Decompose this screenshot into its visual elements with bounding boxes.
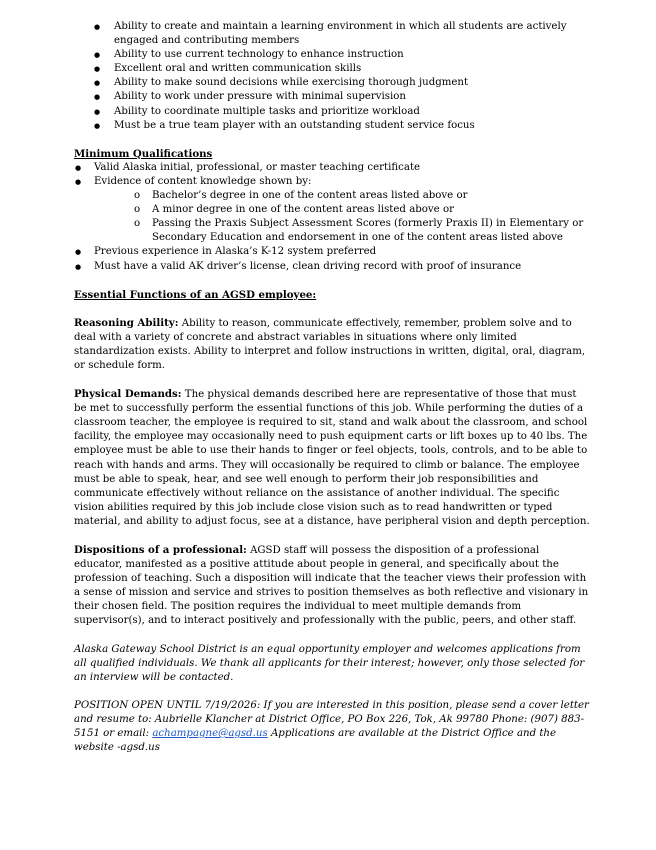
- list-item: ● Ability to use current technology to enhance instruction: [74, 48, 590, 62]
- sub-list-item: o Bachelor’s degree in one of the content areas listed above or: [94, 189, 590, 203]
- physical-demands-paragraph: [74, 387, 590, 529]
- list-item: ● Ability to make sound decisions while exercising thorough judgment: [74, 76, 590, 90]
- list-item: ● Ability to create and maintain a learning environment in which all students are actively engaged and contributing members: [74, 20, 590, 48]
- min-qualifications-heading: Minimum Qualifications: [74, 147, 213, 160]
- list-item: [74, 175, 590, 245]
- equal-opportunity-statement: Alaska Gateway School District is an equal opportunity employer and welcomes applications from all qualified individuals. We thank all applicants for their interest; however, only those selected for an interview will be contacted.: [74, 643, 585, 683]
- min-qualifications-list: [74, 161, 590, 274]
- dispositions-label: Dispositions of a professional:: [74, 544, 247, 556]
- document-page: [74, 20, 590, 755]
- physical-demands-text: The physical demands described here are representative of those that must be met to successfully perform the essential functions of this job. While performing the duties of a classroom teacher, the employee is required to sit, stand and walk about the classroom, and school facility, the employee may occasionally need to push equipment carts or lift boxes up to 40 lbs. The employee must be able to use their hands to finger or feel objects, tools, controls, and to be able to reach with hands and arms. They will occasionally be required to climb or balance. The employee must be able to speak, hear, and see well enough to perform their job responsibilities and communicate effectively without reliance on the assistance of another individual. The specific vision abilities required by this job include close vision such as to read handwritten or typed material, and ability to adjust focus, see at a distance, have peripheral vision and depth perception.: [74, 389, 590, 527]
- content-knowledge-sublist: [94, 189, 590, 245]
- essential-functions-heading: Essential Functions of an AGSD employee:: [74, 288, 317, 301]
- reasoning-paragraph: [74, 316, 590, 373]
- dispositions-paragraph: [74, 543, 590, 629]
- reasoning-text: Ability to reason, communicate effectively, remember, problem solve and to deal with a variety of concrete and abstract variables in situations where only limited standardization exists. Ability to interpret and follow instructions in written, digital, oral, diagram, or schedule form.: [74, 317, 586, 371]
- physical-demands-label: Physical Demands:: [74, 388, 182, 401]
- list-item: ● Must be a true team player with an outstanding student service focus: [74, 119, 590, 133]
- list-item: ● Ability to work under pressure with minimal supervision: [74, 90, 590, 104]
- list-item: ● Valid Alaska initial, professional, or master teaching certificate: [74, 161, 590, 175]
- position-text-after: Applications are available at the District Office and the website -agsd.us: [74, 728, 557, 754]
- sub-list-item: o Passing the Praxis Subject Assessment Scores (formerly Praxis II) in Elementary or Secondary Education and endorsement in one of the content areas listed above: [94, 217, 590, 245]
- dispositions-text: AGSD staff will possess the disposition of a professional educator, manifested as a positive attitude about people in general, and specifically about the profession of teaching. Such a disposition will indicate that the teacher views their profession with a sense of mission and service and strives to position themselves as both reflective and visionary in their chosen field. The position requires the individual to meet multiple demands from supervisor(s), and to interact positively and professionally with the public, peers, and other staff.: [74, 545, 589, 627]
- list-item-text: Evidence of content knowledge shown by:: [94, 175, 312, 187]
- email-link[interactable]: achampagne@agsd.us: [152, 728, 268, 740]
- list-item: ● Excellent oral and written communication skills: [74, 62, 590, 76]
- list-item: ● Previous experience in Alaska’s K-12 system preferred: [74, 245, 590, 259]
- reasoning-label: Reasoning Ability:: [74, 316, 179, 329]
- sub-list-item: o A minor degree in one of the content areas listed above or: [94, 203, 590, 217]
- list-item: ● Ability to coordinate multiple tasks and prioritize workload: [74, 105, 590, 119]
- position-text-before: POSITION OPEN UNTIL 7/19/2026: If you are interested in this position, please send a cover letter and resume to: Aubrielle Klancher at District Office, PO Box 226, Tok, Ak 99780 Phone: (907) 883-5151 or email:: [74, 699, 589, 740]
- list-item: ● Must have a valid AK driver’s license, clean driving record with proof of insurance: [74, 260, 590, 274]
- position-open-paragraph: [74, 699, 590, 755]
- skills-list: [74, 20, 590, 133]
